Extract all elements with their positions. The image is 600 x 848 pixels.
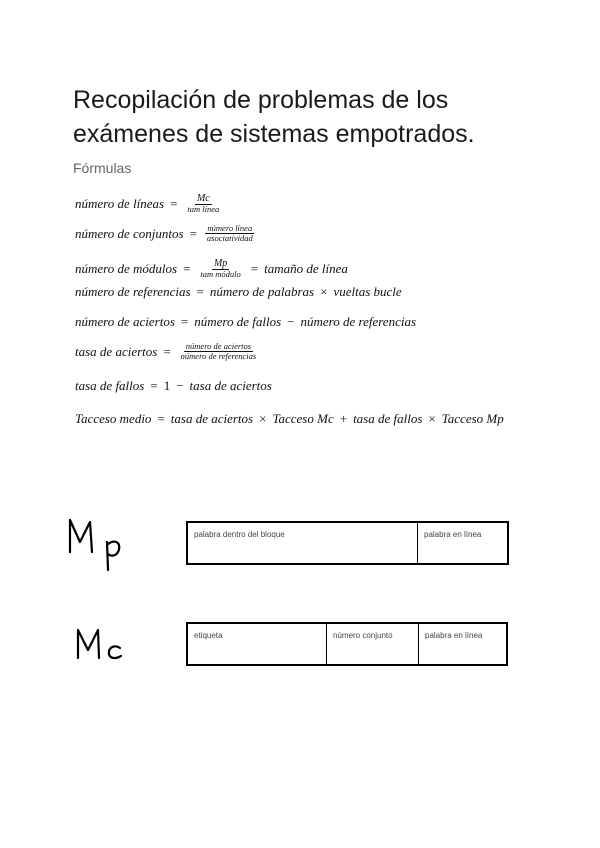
fraction-numerator: número de aciertos [185,341,252,351]
equals-sign: = [189,225,197,241]
formula-lhs: tasa de fallos [75,378,145,393]
equals-sign: = [170,195,178,211]
minus-sign: − [287,314,295,329]
equals-sign: = [196,284,204,299]
fraction-numerator: Mp [213,258,228,269]
number-one: 1 [163,378,171,393]
formula-lhs: número de módulos [75,260,178,276]
document-title [73,83,573,151]
equals-sign: = [183,260,191,276]
formula-term: Tacceso Mp [441,411,504,426]
fraction-numerator: Mc [196,193,210,204]
section-subtitle: Fórmulas [73,160,132,176]
equals-sign: = [163,343,171,359]
formula-lhs: Tacceso medio [75,411,152,426]
mp-cell-word-in-line: palabra en línea [424,530,482,539]
equals-sign: = [250,260,259,276]
formula-modules [75,258,348,279]
mc-cell-word-in-line: palabra en línea [425,631,483,640]
fraction [185,193,221,214]
fraction-denominator: asociatividad [206,233,253,243]
equals-sign: = [180,314,189,329]
formula-lhs: número de aciertos [75,314,175,329]
formula-miss-rate [75,378,272,394]
formula-lhs: número de conjuntos [75,225,184,241]
equals-sign: = [157,411,165,426]
equals-sign: = [150,378,158,393]
mp-address-format [186,521,509,565]
formula-hits [75,314,416,330]
formula-lhs: número de referencias [75,284,191,299]
formula-lhs: tasa de aciertos [75,343,158,359]
formula-lines [75,193,223,214]
formula-rhs: número de palabras [209,284,315,299]
formula-hit-rate [75,342,260,361]
times-sign: × [320,284,328,299]
formula-lhs: número de líneas [75,195,165,211]
minus-sign: − [176,378,184,393]
formula-access-time [75,411,504,427]
formula-term: Tacceso Mc [272,411,334,426]
mc-cell-set-number: número conjunto [327,624,419,664]
mc-address-format [186,622,508,666]
plus-sign: + [339,411,348,426]
handwritten-mp-label [62,512,132,574]
mc-cell-tag: etiqueta [188,624,327,664]
formula-rhs: tamaño de línea [264,260,348,276]
formula-rhs: número de fallos [194,314,282,329]
handwritten-mc-label [72,624,132,664]
mp-cell-word-in-block: palabra dentro del bloque [188,523,418,563]
times-sign: × [259,411,267,426]
formula-sets [75,224,257,243]
title-line-2: exámenes de sistemas empotrados. [73,120,475,148]
fraction-numerator: número línea [207,223,253,233]
formula-term: tasa de fallos [353,411,423,426]
fraction [198,258,242,279]
formula-rhs: vueltas bucle [333,284,402,299]
fraction [205,224,255,243]
formula-rhs: tasa de aciertos [189,378,272,393]
title-line-1: Recopilación de problemas de los [73,86,449,114]
fraction [179,342,259,361]
formula-references [75,284,402,300]
fraction-denominator: tam línea [187,204,220,214]
fraction-denominator: número de referencias [180,351,257,361]
formula-term: tasa de aciertos [170,411,254,426]
times-sign: × [428,411,436,426]
fraction-denominator: tam módulo [200,269,241,279]
formula-rhs: número de referencias [300,314,417,329]
